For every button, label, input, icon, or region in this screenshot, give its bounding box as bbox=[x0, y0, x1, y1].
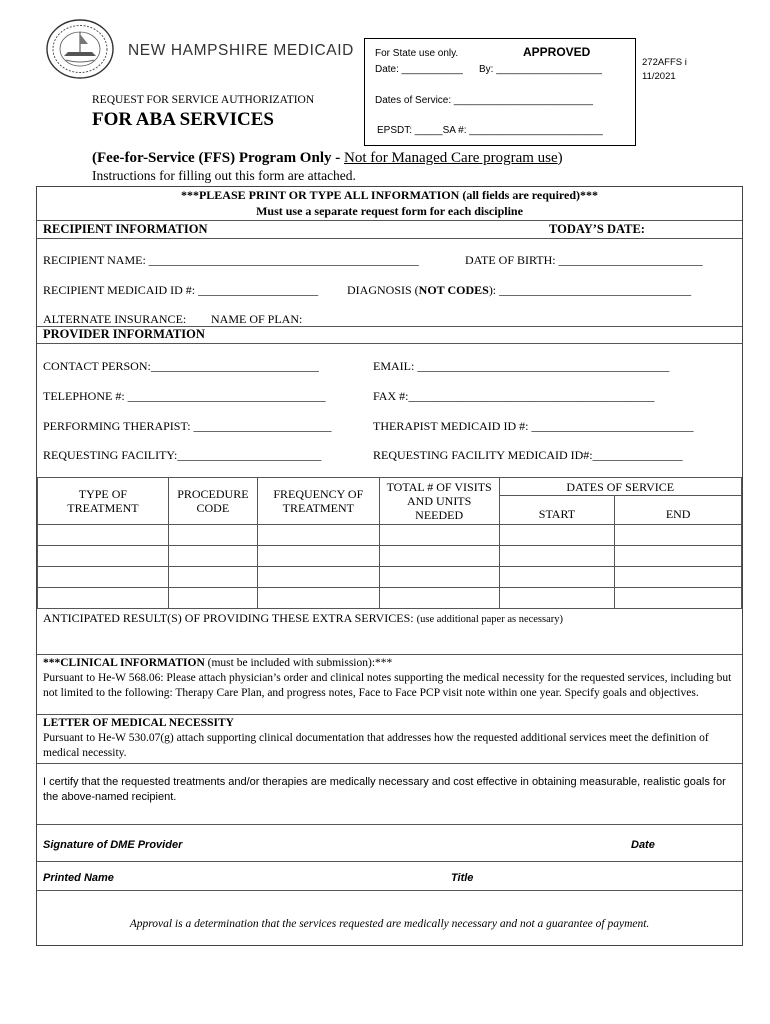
clinical-heading-note: (must be included with submission):*** bbox=[204, 657, 393, 669]
dates-of-service-field[interactable]: Dates of Service: _________________________ bbox=[375, 95, 593, 106]
notice-line-1: ***PLEASE PRINT OR TYPE ALL INFORMATION (all fields are required)*** bbox=[180, 188, 599, 202]
col-frequency: FREQUENCY OF TREATMENT bbox=[257, 478, 379, 525]
col-end: END bbox=[615, 496, 742, 525]
treatment-cell[interactable] bbox=[38, 588, 169, 609]
treatment-row bbox=[38, 546, 742, 567]
printed-name-label[interactable]: Printed Name bbox=[43, 872, 114, 884]
todays-date-field[interactable]: TODAY’S DATE: bbox=[549, 222, 645, 236]
anticipated-note: (use additional paper as necessary) bbox=[416, 614, 563, 625]
agency-name: NEW HAMPSHIRE MEDICAID bbox=[128, 42, 354, 59]
therapist-medicaid-id-field[interactable]: THERAPIST MEDICAID ID #: ___________________________ bbox=[373, 419, 694, 433]
col-dates-of-service: DATES OF SERVICE bbox=[499, 478, 741, 496]
diagnosis-not-codes: NOT CODES bbox=[418, 283, 489, 297]
state-use-box bbox=[364, 38, 636, 146]
requesting-facility-field[interactable]: REQUESTING FACILITY:________________________ bbox=[43, 448, 322, 462]
clinical-heading: ***CLINICAL INFORMATION bbox=[43, 657, 205, 669]
recipient-heading: RECIPIENT INFORMATION bbox=[43, 222, 208, 236]
treatment-cell[interactable] bbox=[499, 546, 615, 567]
program-prefix: (Fee-for-Service (FFS) Program Only - bbox=[92, 150, 344, 166]
treatment-cell[interactable] bbox=[168, 588, 257, 609]
signature-date-label[interactable]: Date bbox=[631, 839, 655, 851]
state-use-label: For State use only. bbox=[375, 48, 459, 59]
treatment-cell[interactable] bbox=[615, 567, 742, 588]
diagnosis-field[interactable] bbox=[347, 283, 691, 298]
treatment-cell[interactable] bbox=[257, 546, 379, 567]
treatment-cell[interactable] bbox=[257, 525, 379, 546]
letter-body: Pursuant to He-W 530.07(g) attach supporting clinical documentation that addresses how the requested additional services meet the definition of medical necessity. bbox=[43, 732, 709, 759]
anticipated-label: ANTICIPATED RESULT(S) OF PROVIDING THESE EXTRA SERVICES: bbox=[43, 611, 414, 625]
form-number bbox=[642, 56, 687, 84]
diagnosis-suffix: ): ________________________________ bbox=[488, 283, 692, 297]
col-total-visits: TOTAL # OF VISITS AND UNITS NEEDED bbox=[379, 478, 499, 525]
form-revision-date: 11/2021 bbox=[642, 71, 676, 82]
state-seal-icon bbox=[44, 18, 116, 80]
treatment-cell[interactable] bbox=[499, 525, 615, 546]
email-field[interactable]: EMAIL: __________________________________________ bbox=[373, 359, 670, 373]
treatment-cell[interactable] bbox=[38, 525, 169, 546]
signature-label[interactable]: Signature of DME Provider bbox=[43, 839, 183, 851]
request-line: REQUEST FOR SERVICE AUTHORIZATION bbox=[92, 94, 315, 106]
treatment-cell[interactable] bbox=[38, 567, 169, 588]
treatment-cell[interactable] bbox=[615, 546, 742, 567]
treatment-cell[interactable] bbox=[38, 546, 169, 567]
date-of-birth-field[interactable]: DATE OF BIRTH: ________________________ bbox=[465, 253, 703, 267]
notice-line-2: Must use a separate request form for each discipline bbox=[256, 204, 523, 218]
certification-statement: I certify that the requested treatments and/or therapies are medically necessary and cost effective in obtaining measurable, realistic goals for the above-named recipient. bbox=[43, 776, 726, 803]
contact-person-field[interactable]: CONTACT PERSON:____________________________ bbox=[43, 359, 319, 373]
treatment-cell[interactable] bbox=[379, 525, 499, 546]
treatment-cell[interactable] bbox=[615, 525, 742, 546]
form-title: FOR ABA SERVICES bbox=[92, 109, 274, 130]
title-label[interactable]: Title bbox=[451, 872, 474, 884]
anticipated-results-field[interactable] bbox=[43, 611, 563, 626]
diagnosis-prefix: DIAGNOSIS ( bbox=[347, 283, 419, 297]
treatment-cell[interactable] bbox=[257, 567, 379, 588]
form-body bbox=[36, 186, 743, 946]
performing-therapist-field[interactable]: PERFORMING THERAPIST: _______________________ bbox=[43, 419, 332, 433]
treatment-row bbox=[38, 567, 742, 588]
program-line bbox=[92, 150, 563, 167]
col-start: START bbox=[499, 496, 615, 525]
recipient-medicaid-id-field[interactable]: RECIPIENT MEDICAID ID #: ____________________ bbox=[43, 283, 319, 297]
clinical-information bbox=[43, 656, 734, 701]
treatment-cell[interactable] bbox=[499, 567, 615, 588]
letter-heading: LETTER OF MEDICAL NECESSITY bbox=[43, 717, 234, 729]
form-number-code: 272AFFS i bbox=[642, 57, 687, 68]
letter-of-medical-necessity bbox=[43, 716, 734, 761]
treatment-cell[interactable] bbox=[257, 588, 379, 609]
fax-field[interactable]: FAX #:_________________________________________ bbox=[373, 389, 655, 403]
approved-by-field[interactable]: By: ___________________ bbox=[479, 64, 602, 75]
approval-date-field[interactable]: Date: ___________ bbox=[375, 64, 463, 75]
telephone-field[interactable]: TELEPHONE #: _________________________________ bbox=[43, 389, 326, 403]
treatment-cell[interactable] bbox=[499, 588, 615, 609]
program-note: Not for Managed Care program use bbox=[343, 150, 558, 166]
approved-label: APPROVED bbox=[523, 45, 591, 59]
treatment-cell[interactable] bbox=[615, 588, 742, 609]
facility-medicaid-id-field[interactable]: REQUESTING FACILITY MEDICAID ID#:_______________ bbox=[373, 448, 683, 462]
treatment-cell[interactable] bbox=[168, 525, 257, 546]
treatment-cell[interactable] bbox=[379, 546, 499, 567]
col-type-of-treatment: TYPE OF TREATMENT bbox=[38, 478, 169, 525]
approval-disclaimer: Approval is a determination that the services requested are medically necessary and not a guarantee of payment. bbox=[129, 918, 650, 930]
treatment-row bbox=[38, 588, 742, 609]
treatment-table bbox=[37, 477, 742, 609]
clinical-body: Pursuant to He-W 568.06: Please attach physician’s order and clinical notes supporting the medical necessity for the requested services, including but not limited to the following: Therapy Care Plan, and progress notes, Face to Face PCP visit note within one year. Specify goals and objectives. bbox=[43, 672, 732, 699]
epsdt-sa-field[interactable]: EPSDT: _____SA #: ________________________ bbox=[377, 125, 603, 136]
provider-heading: PROVIDER INFORMATION bbox=[43, 327, 205, 341]
treatment-cell[interactable] bbox=[168, 546, 257, 567]
recipient-name-field[interactable]: RECIPIENT NAME: _____________________________________________ bbox=[43, 253, 419, 267]
treatment-row bbox=[38, 525, 742, 546]
treatment-cell[interactable] bbox=[379, 588, 499, 609]
plan-name-field[interactable]: NAME OF PLAN: bbox=[211, 312, 303, 326]
treatment-cell[interactable] bbox=[168, 567, 257, 588]
alternate-insurance-field[interactable]: ALTERNATE INSURANCE: bbox=[43, 312, 187, 326]
program-suffix: ) bbox=[557, 150, 563, 166]
treatment-cell[interactable] bbox=[379, 567, 499, 588]
instructions-line: Instructions for filling out this form are attached. bbox=[92, 168, 356, 183]
col-procedure-code: PROCEDURE CODE bbox=[168, 478, 257, 525]
